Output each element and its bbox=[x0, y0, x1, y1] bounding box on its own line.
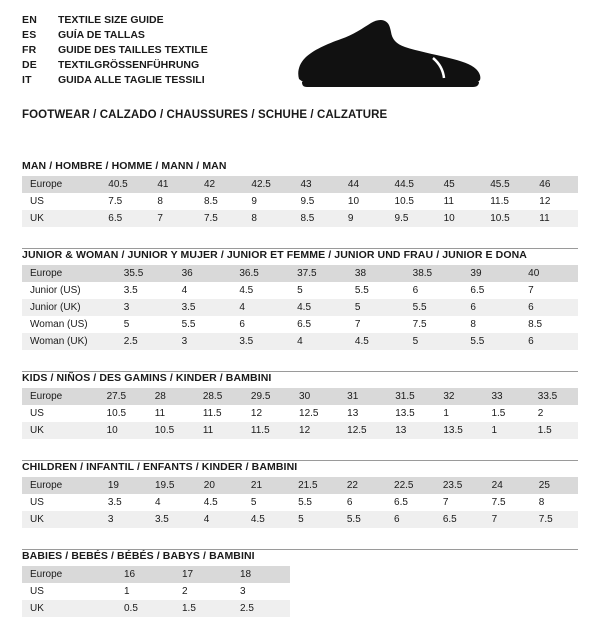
size-cell: 28 bbox=[147, 388, 195, 405]
size-cell: 9 bbox=[251, 196, 257, 207]
size-row-label: Europe bbox=[22, 176, 100, 193]
size-cell: 8.5 bbox=[203, 196, 218, 207]
size-cell: 22 bbox=[339, 477, 386, 494]
size-cell: 0.5 bbox=[116, 600, 174, 617]
size-cell: 3 bbox=[100, 511, 147, 528]
size-cell: 6.5 bbox=[297, 319, 312, 330]
size-cell: 7 bbox=[442, 497, 449, 508]
size-cell: 8.5 bbox=[528, 319, 543, 330]
size-cell: 2 bbox=[537, 408, 544, 419]
size-cell: 5 bbox=[290, 511, 339, 528]
size-cell: 5.5 bbox=[298, 497, 312, 508]
language-row bbox=[22, 59, 208, 74]
size-table-row bbox=[22, 566, 290, 583]
size-cell: 27.5 bbox=[99, 388, 147, 405]
size-cell: 12 bbox=[539, 196, 551, 207]
size-cell: 4 bbox=[289, 333, 347, 350]
size-cell: 4 bbox=[181, 285, 188, 296]
size-cell: 3.5 bbox=[147, 511, 196, 528]
size-cell: 21.5 bbox=[290, 477, 339, 494]
size-row-label: US bbox=[30, 196, 44, 207]
size-cell: 33 bbox=[483, 388, 529, 405]
language-code: ES bbox=[22, 29, 37, 41]
size-table-row bbox=[22, 210, 578, 227]
size-cell: 2 bbox=[182, 586, 188, 597]
size-cell: 23.5 bbox=[435, 477, 484, 494]
size-cell: 5.5 bbox=[181, 319, 196, 330]
size-cell: 16 bbox=[116, 566, 174, 583]
size-cell: 42 bbox=[196, 176, 243, 193]
size-cell: 31.5 bbox=[387, 388, 435, 405]
size-cell: 7 bbox=[484, 511, 531, 528]
shoe-body bbox=[298, 20, 480, 82]
language-code: IT bbox=[22, 74, 32, 86]
size-table-row bbox=[22, 299, 578, 316]
size-cell: 7.5 bbox=[491, 497, 506, 508]
size-cell: 13 bbox=[347, 408, 359, 419]
language-title-list bbox=[22, 14, 208, 89]
size-row-label: Europe bbox=[22, 566, 116, 583]
size-cell: 4.5 bbox=[289, 299, 347, 316]
size-cell: 8 bbox=[470, 319, 476, 330]
size-cell: 7 bbox=[528, 285, 534, 296]
size-cell: 7 bbox=[354, 319, 361, 330]
size-cell: 3.5 bbox=[107, 497, 122, 508]
size-cell: 40.5 bbox=[100, 176, 149, 193]
language-row bbox=[22, 44, 208, 59]
size-cell: 6 bbox=[520, 333, 578, 350]
size-cell: 7.5 bbox=[108, 196, 123, 207]
size-cell: 10 bbox=[347, 196, 360, 207]
size-block-title: MAN / HOMBRE / HOMME / MANN / MAN bbox=[22, 160, 227, 172]
size-cell: 3.5 bbox=[174, 299, 232, 316]
language-row bbox=[22, 14, 208, 29]
size-row-label: UK bbox=[22, 422, 99, 439]
size-cell: 40 bbox=[520, 265, 578, 282]
size-cell: 29.5 bbox=[243, 388, 291, 405]
size-cell: 1.5 bbox=[530, 422, 578, 439]
size-cell: 36.5 bbox=[231, 265, 289, 282]
size-cell: 38 bbox=[347, 265, 405, 282]
size-table-row bbox=[22, 333, 578, 350]
size-cell: 5.5 bbox=[354, 285, 369, 296]
size-cell: 36 bbox=[174, 265, 232, 282]
size-table-body bbox=[22, 176, 578, 227]
size-cell: 45.5 bbox=[482, 176, 531, 193]
size-table-row bbox=[22, 316, 578, 333]
size-cell: 11 bbox=[154, 408, 166, 419]
size-cell: 13.5 bbox=[435, 422, 483, 439]
size-cell: 10.5 bbox=[147, 422, 195, 439]
size-cell: 4 bbox=[231, 299, 289, 316]
size-table-body bbox=[22, 477, 578, 528]
size-cell: 11.5 bbox=[490, 196, 509, 207]
size-cell: 33.5 bbox=[530, 388, 578, 405]
size-cell: 46 bbox=[531, 176, 578, 193]
size-table bbox=[22, 388, 578, 439]
size-row-label: Europe bbox=[22, 477, 100, 494]
size-table-row bbox=[22, 265, 578, 282]
size-table-body bbox=[22, 388, 578, 439]
size-cell: 3.5 bbox=[231, 333, 289, 350]
size-cell: 6 bbox=[462, 299, 520, 316]
size-cell: 8 bbox=[157, 196, 163, 207]
size-cell: 7.5 bbox=[531, 511, 578, 528]
size-cell: 9.5 bbox=[300, 196, 315, 207]
footwear-category-title: FOOTWEAR / CALZADO / CHAUSSURES / SCHUHE / CALZATURE bbox=[22, 109, 388, 121]
size-cell: 4.5 bbox=[203, 497, 218, 508]
size-cell: 5 bbox=[347, 299, 405, 316]
size-cell: 9.5 bbox=[387, 210, 436, 227]
size-cell: 10.5 bbox=[482, 210, 531, 227]
size-table-row bbox=[22, 600, 290, 617]
size-row-label: Junior (US) bbox=[30, 285, 81, 296]
size-cell: 6.5 bbox=[100, 210, 149, 227]
language-row bbox=[22, 29, 208, 44]
shoe-sole bbox=[302, 82, 479, 87]
size-cell: 5 bbox=[405, 333, 463, 350]
size-table-row bbox=[22, 388, 578, 405]
size-cell: 10.5 bbox=[106, 408, 127, 419]
size-block bbox=[22, 371, 578, 439]
size-row-label: UK bbox=[22, 511, 100, 528]
size-cell: 4 bbox=[154, 497, 161, 508]
shoe-illustration bbox=[208, 14, 578, 91]
dress-shoe-icon bbox=[293, 16, 483, 91]
size-cell: 44.5 bbox=[387, 176, 436, 193]
size-cell: 11.5 bbox=[243, 422, 291, 439]
size-cell: 8.5 bbox=[292, 210, 339, 227]
size-cell: 7.5 bbox=[412, 319, 427, 330]
size-row-label: US bbox=[30, 586, 44, 597]
size-cell: 17 bbox=[174, 566, 232, 583]
size-cell: 5.5 bbox=[405, 299, 463, 316]
size-cell: 31 bbox=[339, 388, 387, 405]
size-cell: 6 bbox=[239, 319, 245, 330]
size-block bbox=[22, 460, 578, 528]
size-block bbox=[22, 160, 578, 227]
size-cell: 30 bbox=[291, 388, 339, 405]
language-title: GUIDE DES TAILLES TEXTILE bbox=[58, 44, 208, 56]
size-cell: 4 bbox=[196, 511, 243, 528]
size-cell: 6.5 bbox=[394, 497, 408, 508]
size-cell: 11.5 bbox=[202, 408, 222, 419]
size-cell: 10 bbox=[99, 422, 147, 439]
size-cell: 4.5 bbox=[239, 285, 254, 296]
size-cell: 1.5 bbox=[491, 408, 506, 419]
size-cell: 12 bbox=[250, 408, 263, 419]
size-cell: 13 bbox=[387, 422, 435, 439]
size-cell: 43 bbox=[292, 176, 339, 193]
size-row-label: US bbox=[30, 408, 44, 419]
size-table-row bbox=[22, 511, 578, 528]
size-cell: 3.5 bbox=[123, 285, 138, 296]
language-row bbox=[22, 74, 208, 89]
size-row-label: UK bbox=[22, 210, 100, 227]
size-cell: 6 bbox=[520, 299, 578, 316]
size-cell: 20 bbox=[196, 477, 243, 494]
size-cell: 5 bbox=[297, 285, 303, 296]
size-block-title: KIDS / NIÑOS / DES GAMINS / KINDER / BAMBINI bbox=[22, 372, 272, 384]
size-cell: 4.5 bbox=[347, 333, 405, 350]
language-title-list-body bbox=[22, 14, 208, 89]
size-cell: 24 bbox=[484, 477, 531, 494]
size-cell: 1 bbox=[483, 422, 529, 439]
size-cell: 6.5 bbox=[435, 511, 484, 528]
size-row-label: UK bbox=[22, 600, 116, 617]
size-table-body bbox=[22, 265, 578, 350]
size-tables-container bbox=[22, 160, 578, 617]
language-code: EN bbox=[22, 14, 37, 26]
size-cell: 3 bbox=[116, 299, 174, 316]
size-table-row bbox=[22, 477, 578, 494]
language-code: DE bbox=[22, 59, 37, 71]
size-row-label: Junior (UK) bbox=[22, 299, 116, 316]
size-cell: 6 bbox=[412, 285, 419, 296]
size-cell: 6.5 bbox=[470, 285, 485, 296]
language-title: GUIDA ALLE TAGLIE TESSILI bbox=[58, 74, 205, 86]
size-cell: 11 bbox=[195, 422, 243, 439]
size-block-title: JUNIOR & WOMAN / JUNIOR Y MUJER / JUNIOR ET FEMME / JUNIOR UND FRAU / JUNIOR E DONA bbox=[22, 249, 527, 261]
size-cell: 2.5 bbox=[232, 600, 290, 617]
size-cell: 13.5 bbox=[395, 408, 415, 419]
size-cell: 21 bbox=[243, 477, 290, 494]
size-table-row bbox=[22, 176, 578, 193]
size-row-label: Europe bbox=[22, 388, 99, 405]
size-table-row bbox=[22, 583, 290, 600]
size-cell: 41 bbox=[149, 176, 196, 193]
size-cell: 2.5 bbox=[116, 333, 174, 350]
size-table-row bbox=[22, 405, 578, 422]
size-cell: 5.5 bbox=[462, 333, 520, 350]
size-cell: 44 bbox=[340, 176, 387, 193]
size-cell: 5.5 bbox=[339, 511, 386, 528]
size-block bbox=[22, 248, 578, 350]
size-cell: 11 bbox=[531, 210, 578, 227]
size-table-row bbox=[22, 282, 578, 299]
size-table bbox=[22, 477, 578, 528]
size-table bbox=[22, 176, 578, 227]
size-table-row bbox=[22, 193, 578, 210]
size-cell: 12.5 bbox=[339, 422, 387, 439]
size-cell: 37.5 bbox=[289, 265, 347, 282]
size-cell: 5 bbox=[123, 319, 130, 330]
size-cell: 35.5 bbox=[116, 265, 174, 282]
size-cell: 6 bbox=[346, 497, 353, 508]
size-row-label: Europe bbox=[22, 265, 116, 282]
size-cell: 38.5 bbox=[405, 265, 463, 282]
size-cell: 3 bbox=[174, 333, 232, 350]
language-title: TEXTILE SIZE GUIDE bbox=[58, 14, 164, 26]
size-cell: 18 bbox=[232, 566, 290, 583]
size-cell: 1 bbox=[124, 586, 130, 597]
size-table bbox=[22, 265, 578, 350]
size-cell: 7 bbox=[149, 210, 196, 227]
size-cell: 7.5 bbox=[196, 210, 243, 227]
size-cell: 22.5 bbox=[386, 477, 435, 494]
size-cell: 12.5 bbox=[299, 408, 319, 419]
size-cell: 8 bbox=[243, 210, 292, 227]
language-title: TEXTILGRÖSSENFÜHRUNG bbox=[58, 59, 200, 71]
size-cell: 32 bbox=[435, 388, 483, 405]
size-cell: 10.5 bbox=[394, 196, 414, 207]
size-cell: 11 bbox=[443, 196, 454, 207]
size-cell: 10 bbox=[436, 210, 483, 227]
size-cell: 28.5 bbox=[195, 388, 243, 405]
size-row-label: US bbox=[30, 497, 44, 508]
size-cell: 25 bbox=[531, 477, 578, 494]
size-cell: 8 bbox=[538, 497, 545, 508]
document-header bbox=[22, 0, 578, 91]
size-cell: 45 bbox=[436, 176, 483, 193]
size-cell: 4.5 bbox=[243, 511, 290, 528]
size-cell: 12 bbox=[291, 422, 339, 439]
language-title: GUÍA DE TALLAS bbox=[58, 29, 145, 41]
size-cell: 19.5 bbox=[147, 477, 196, 494]
size-row-label: Woman (UK) bbox=[22, 333, 116, 350]
size-cell: 3 bbox=[240, 586, 246, 597]
size-cell: 6 bbox=[386, 511, 435, 528]
size-cell: 9 bbox=[340, 210, 387, 227]
size-table-row bbox=[22, 494, 578, 511]
size-block bbox=[22, 549, 578, 617]
size-cell: 5 bbox=[250, 497, 257, 508]
language-code: FR bbox=[22, 44, 37, 56]
size-table bbox=[22, 566, 290, 617]
size-block-title: BABIES / BEBÉS / BÉBÉS / BABYS / BAMBINI bbox=[22, 550, 255, 562]
size-cell: 42.5 bbox=[243, 176, 292, 193]
size-table-row bbox=[22, 422, 578, 439]
size-cell: 19 bbox=[100, 477, 147, 494]
size-row-label: Woman (US) bbox=[30, 319, 88, 330]
size-cell: 1 bbox=[443, 408, 449, 419]
size-cell: 39 bbox=[462, 265, 520, 282]
size-cell: 1.5 bbox=[174, 600, 232, 617]
size-block-title: CHILDREN / INFANTIL / ENFANTS / KINDER / BAMBINI bbox=[22, 461, 298, 473]
size-table-body bbox=[22, 566, 290, 617]
